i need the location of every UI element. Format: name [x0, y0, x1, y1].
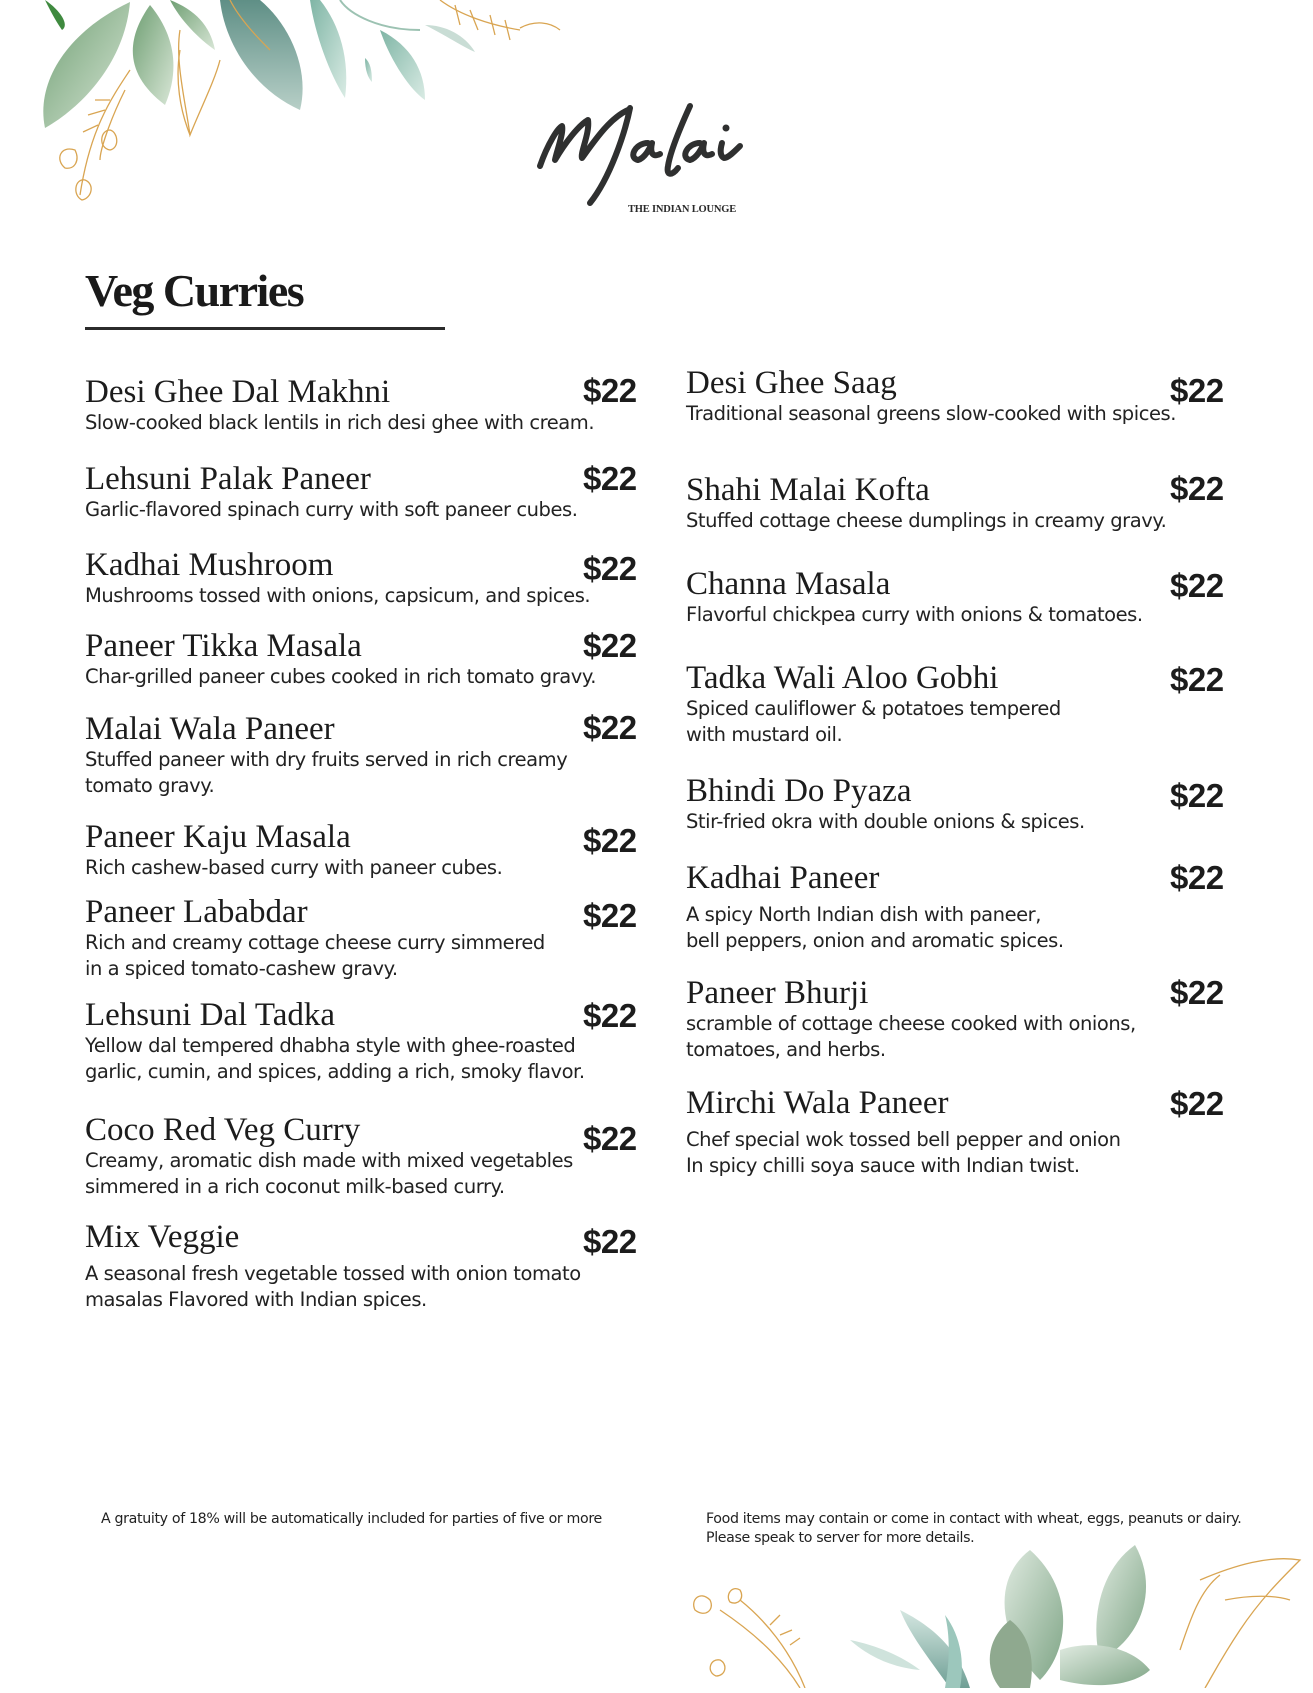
menu-item — [85, 711, 567, 799]
item-description: Stir-fried okra with double onions & spices. — [686, 810, 1085, 833]
item-price: $22 — [583, 1223, 637, 1260]
item-price: $22 — [583, 997, 637, 1034]
item-description: masalas Flavored with Indian spices. — [85, 1288, 427, 1311]
section-title: Veg Curries — [85, 265, 304, 316]
menu-item — [686, 365, 1176, 427]
item-price: $22 — [1170, 1085, 1224, 1122]
item-name: Desi Ghee Saag — [686, 365, 897, 401]
malai-script-logo-icon — [530, 88, 790, 223]
item-name: Kadhai Paneer — [686, 860, 880, 896]
item-description: tomato gravy. — [85, 774, 215, 797]
item-price: $22 — [583, 550, 637, 587]
item-price: $22 — [1170, 859, 1224, 896]
item-price: $22 — [1170, 470, 1224, 507]
item-name: Mirchi Wala Paneer — [686, 1085, 949, 1121]
item-description: A spicy North Indian dish with paneer, — [686, 903, 1041, 926]
item-price: $22 — [1170, 661, 1224, 698]
menu-item — [686, 660, 1061, 748]
item-description: Rich cashew-based curry with paneer cubes. — [85, 856, 503, 879]
allergy-note-line: Please speak to server for more details. — [706, 1530, 975, 1546]
allergy-note-line: Food items may contain or come in contact with wheat, eggs, peanuts or dairy. — [706, 1511, 1242, 1527]
menu-item — [686, 860, 1064, 954]
item-name: Malai Wala Paneer — [85, 711, 335, 747]
item-description: garlic, cumin, and spices, adding a rich, smoky flavor. — [85, 1060, 585, 1083]
item-name: Lehsuni Palak Paneer — [85, 461, 371, 497]
item-price: $22 — [583, 822, 637, 859]
item-description: Chef special wok tossed bell pepper and onion — [686, 1128, 1121, 1151]
item-price: $22 — [583, 709, 637, 746]
item-description: with mustard oil. — [686, 723, 843, 746]
item-name: Coco Red Veg Curry — [85, 1112, 361, 1148]
menu-item — [686, 773, 1085, 835]
item-description: Slow-cooked black lentils in rich desi ghee with cream. — [85, 411, 595, 434]
menu-item — [85, 1219, 581, 1313]
item-description: Stuffed cottage cheese dumplings in creamy gravy. — [686, 509, 1167, 532]
menu-item — [85, 894, 545, 982]
item-price: $22 — [583, 372, 637, 409]
menu-item — [85, 374, 594, 436]
menu-item — [85, 819, 502, 881]
item-price: $22 — [583, 897, 637, 934]
item-price: $22 — [1170, 372, 1224, 409]
item-name: Kadhai Mushroom — [85, 547, 334, 583]
menu-item — [85, 461, 577, 523]
item-description: A seasonal fresh vegetable tossed with onion tomato — [85, 1262, 581, 1285]
item-description: tomatoes, and herbs. — [686, 1038, 886, 1061]
logo-tagline: THE INDIAN LOUNGE — [628, 204, 737, 215]
item-price: $22 — [1170, 567, 1224, 604]
item-description: bell peppers, onion and aromatic spices. — [686, 929, 1064, 952]
item-price: $22 — [1170, 777, 1224, 814]
menu-item — [85, 628, 596, 690]
item-name: Desi Ghee Dal Makhni — [85, 374, 391, 410]
foliage-decoration-top — [0, 0, 600, 210]
item-price: $22 — [1170, 974, 1224, 1011]
item-name: Mix Veggie — [85, 1219, 240, 1255]
leaf-icon — [680, 1540, 1313, 1688]
item-price: $22 — [583, 1120, 637, 1157]
item-name: Paneer Lababdar — [85, 894, 308, 930]
item-description: Creamy, aromatic dish made with mixed vegetables — [85, 1149, 573, 1172]
menu-item — [686, 975, 1136, 1063]
menu-item — [686, 1085, 1121, 1179]
menu-item — [686, 472, 1166, 534]
item-price: $22 — [583, 627, 637, 664]
item-name: Bhindi Do Pyaza — [686, 773, 912, 809]
leaf-icon — [0, 0, 600, 210]
item-description: Spiced cauliflower & potatoes tempered — [686, 697, 1061, 720]
menu-item — [85, 997, 585, 1085]
menu-item — [85, 1112, 573, 1200]
item-description: In spicy chilli soya sauce with Indian twist. — [686, 1154, 1080, 1177]
item-name: Tadka Wali Aloo Gobhi — [686, 660, 999, 696]
item-name: Paneer Bhurji — [686, 975, 869, 1011]
item-name: Shahi Malai Kofta — [686, 472, 930, 508]
item-name: Paneer Kaju Masala — [85, 819, 351, 855]
restaurant-logo — [530, 88, 790, 223]
item-price: $22 — [583, 460, 637, 497]
menu-item — [686, 566, 1143, 628]
item-description: Traditional seasonal greens slow-cooked with spices. — [686, 402, 1176, 425]
item-description: Garlic-flavored spinach curry with soft paneer cubes. — [85, 498, 578, 521]
item-name: Lehsuni Dal Tadka — [85, 997, 336, 1033]
foliage-decoration-bottom — [680, 1540, 1313, 1688]
item-description: Char-grilled paneer cubes cooked in rich tomato gravy. — [85, 665, 596, 688]
item-description: in a spiced tomato-cashew gravy. — [85, 957, 398, 980]
section-title-underline — [85, 327, 445, 330]
item-description: Rich and creamy cottage cheese curry simmered — [85, 931, 545, 954]
item-name: Paneer Tikka Masala — [85, 628, 362, 664]
item-description: Flavorful chickpea curry with onions & tomatoes. — [686, 603, 1143, 626]
item-name: Channa Masala — [686, 566, 891, 602]
item-description: simmered in a rich coconut milk-based curry. — [85, 1175, 505, 1198]
item-description: scramble of cottage cheese cooked with onions, — [686, 1012, 1136, 1035]
item-description: Mushrooms tossed with onions, capsicum, and spices. — [85, 584, 591, 607]
item-description: Yellow dal tempered dhabha style with ghee-roasted — [85, 1034, 576, 1057]
item-description: Stuffed paneer with dry fruits served in rich creamy — [85, 748, 568, 771]
gratuity-note: A gratuity of 18% will be automatically included for parties of five or more — [101, 1511, 602, 1527]
menu-item — [85, 547, 590, 609]
